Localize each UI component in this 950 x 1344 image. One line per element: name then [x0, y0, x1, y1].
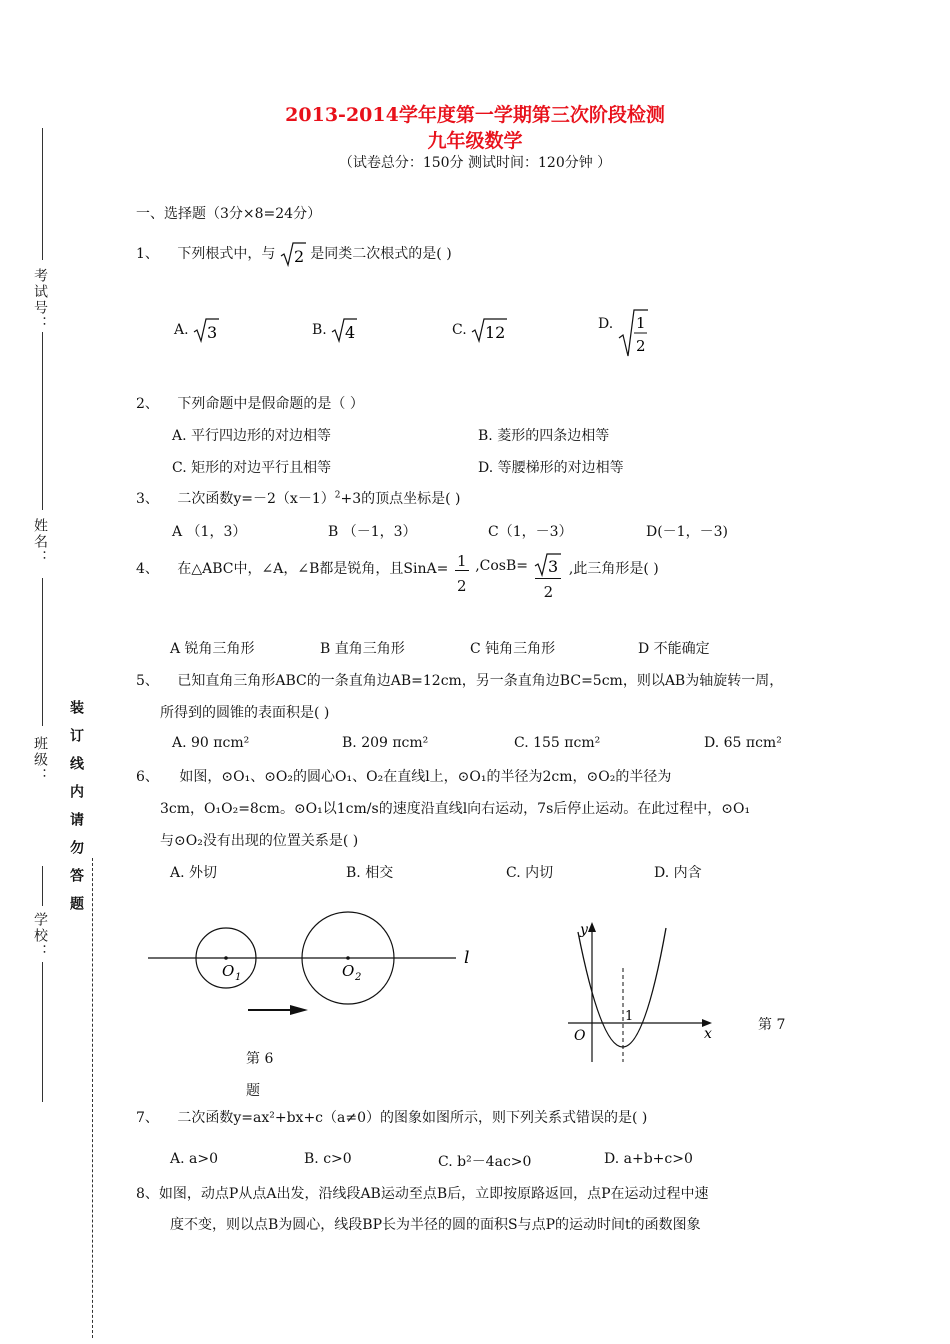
- svg-text:4: 4: [345, 323, 356, 342]
- label-o1-sub: 1: [235, 972, 242, 983]
- name-label: 姓名：: [32, 518, 48, 566]
- q4-option-d: D 不能确定: [638, 641, 710, 657]
- q2-option-d: D. 等腰梯形的对边相等: [478, 460, 624, 476]
- q2-option-a: A. 平行四边形的对边相等: [172, 428, 332, 444]
- center-o2: [346, 956, 350, 960]
- q5-option-d: D. 65 πcm²: [704, 735, 782, 751]
- q1-option-c: C. 12: [452, 316, 507, 344]
- binding-dashed-line: [92, 858, 93, 1338]
- school-line-2: [42, 962, 43, 1102]
- label-one: 1: [625, 1009, 634, 1024]
- label-x: x: [704, 1026, 712, 1042]
- question-8-line2: 度不变，则以点B为圆心，线段BP长为半径的圆的面积S与点P的运动时间t的函数图象: [170, 1217, 701, 1233]
- label-y: y: [580, 922, 588, 938]
- q7-option-c: C. b²－4ac>0: [438, 1154, 532, 1170]
- q6-option-d: D. 内含: [654, 865, 702, 881]
- school-line: [42, 866, 43, 906]
- sqrt-fraction-symbol: [618, 308, 648, 358]
- question-5: 5、 已知直角三角形ABC的一条直角边AB=12cm，另一条直角边BC=5cm，则以AB为轴旋转一周，: [136, 673, 784, 689]
- svg-text:3: 3: [207, 323, 218, 342]
- class-label: 班级：: [32, 736, 48, 784]
- q6-option-b: B. 相交: [346, 865, 394, 881]
- svg-text:2: 2: [635, 337, 646, 355]
- exam-title: 2013-2014学年度第一学期第三次阶段检测: [285, 104, 665, 126]
- q6-option-c: C. 内切: [506, 865, 554, 881]
- question-4: 4、 在△ABC中，∠A，∠B都是锐角，且SinA= $\frac{1}{2}$ ,CosB= $\frac{3}{2}$ ,此三角形是( ): [136, 552, 659, 601]
- exam-subtitle: 九年级数学: [427, 130, 523, 152]
- q7-option-b: B. c>0: [304, 1151, 352, 1167]
- exam-no-line: [42, 128, 43, 260]
- label-l: l: [464, 948, 470, 968]
- q5-option-a: A. 90 πcm²: [172, 735, 250, 751]
- label-origin: O: [574, 1028, 586, 1044]
- q7-option-a: A. a>0: [170, 1151, 218, 1167]
- sqrt-symbol: [331, 316, 357, 344]
- section-heading: 一、选择题（3分×8=24分）: [136, 206, 322, 222]
- q1-option-a: A. 3: [174, 316, 219, 344]
- question-6-line2: 3cm，O₁O₂=8cm。⊙O₁以1cm/s的速度沿直线l向右运动，7s后停止运动。在此过程中，⊙O₁: [160, 801, 751, 817]
- sqrt-symbol: [193, 316, 219, 344]
- svg-text:3: 3: [548, 557, 559, 576]
- fraction-one-half: $\frac{1}{2}$: [455, 552, 469, 597]
- name-line: [42, 332, 43, 510]
- fraction-sqrt3-over-2: $\frac{3}{2}$: [534, 552, 562, 603]
- question-5-line2: 所得到的圆锥的表面积是( ): [160, 705, 330, 721]
- exam-info: （试卷总分：150分 测试时间：120分钟 ）: [338, 155, 612, 171]
- question-1: [136, 240, 452, 268]
- sqrt-symbol: [280, 240, 306, 268]
- q3-option-b: B （－1，3）: [328, 524, 417, 540]
- q4-option-c: C 钝角三角形: [470, 641, 556, 657]
- label-o2: O: [342, 962, 355, 980]
- figure-6-circles: [140, 905, 490, 1025]
- figure-7-parabola: [562, 918, 732, 1068]
- question-6-line3: 与⊙O₂没有出现的位置关系是( ): [160, 833, 359, 849]
- question-6: 6、 如图，⊙O₁、⊙O₂的圆心O₁、O₂在直线l上，⊙O₁的半径为2cm，⊙O₂的半径为: [136, 769, 672, 785]
- radicand: 2: [293, 247, 305, 266]
- figure-7-caption: 第 7: [758, 1017, 786, 1033]
- direction-arrow-head: [290, 1005, 308, 1015]
- sqrt-symbol: [471, 316, 507, 344]
- q6-option-a: A. 外切: [170, 865, 218, 881]
- question-text: 下列根式中，与: [177, 246, 276, 262]
- exam-no-label: 考试号：: [32, 268, 48, 332]
- q3-option-d: D(－1，－3): [646, 524, 728, 540]
- class-line: [42, 578, 43, 726]
- q1-option-b: B. 4: [312, 316, 357, 344]
- svg-text:1: 1: [635, 314, 646, 332]
- question-text-after: 是同类二次根式的是( ): [310, 246, 452, 262]
- question-2: 2、 下列命题中是假命题的是（ ）: [136, 396, 364, 412]
- q4-option-b: B 直角三角形: [320, 641, 405, 657]
- question-number: 1、: [136, 246, 159, 262]
- q4-option-a: A 锐角三角形: [170, 641, 255, 657]
- label-o1: O: [222, 962, 235, 980]
- binding-notice: 装订线内请勿答题: [68, 700, 84, 924]
- y-axis-arrow: [588, 922, 596, 932]
- question-3: 3、 二次函数$y=-2(x-1)^2+3$的顶点坐标是( ): [136, 490, 461, 507]
- figure-6-caption-2: 题: [246, 1083, 260, 1099]
- center-o1: [224, 956, 228, 960]
- school-label: 学校：: [32, 912, 48, 960]
- q3-option-a: A （1，3）: [172, 524, 247, 540]
- q5-option-c: C. 155 πcm²: [514, 735, 601, 751]
- parabola-curve: [578, 928, 666, 1047]
- figure-6-caption: 第 6: [246, 1051, 274, 1067]
- q5-option-b: B. 209 πcm²: [342, 735, 429, 751]
- sqrt-symbol: [534, 552, 562, 578]
- q3-option-c: C（1，－3）: [488, 524, 573, 540]
- q2-option-c: C. 矩形的对边平行且相等: [172, 460, 332, 476]
- question-7: 7、 二次函数y=ax²+bx+c（a≠0）的图象如图所示，则下列关系式错误的是( ): [136, 1110, 648, 1126]
- q2-option-b: B. 菱形的四条边相等: [478, 428, 610, 444]
- svg-text:12: 12: [485, 323, 506, 342]
- question-8: 8、如图，动点P从点A出发，沿线段AB运动至点B后，立即按原路返回，点P在运动过程中速: [136, 1186, 709, 1202]
- q1-option-d: D. 1 2: [598, 308, 648, 358]
- label-o2-sub: 2: [355, 972, 362, 983]
- q7-option-d: D. a+b+c>0: [604, 1151, 693, 1167]
